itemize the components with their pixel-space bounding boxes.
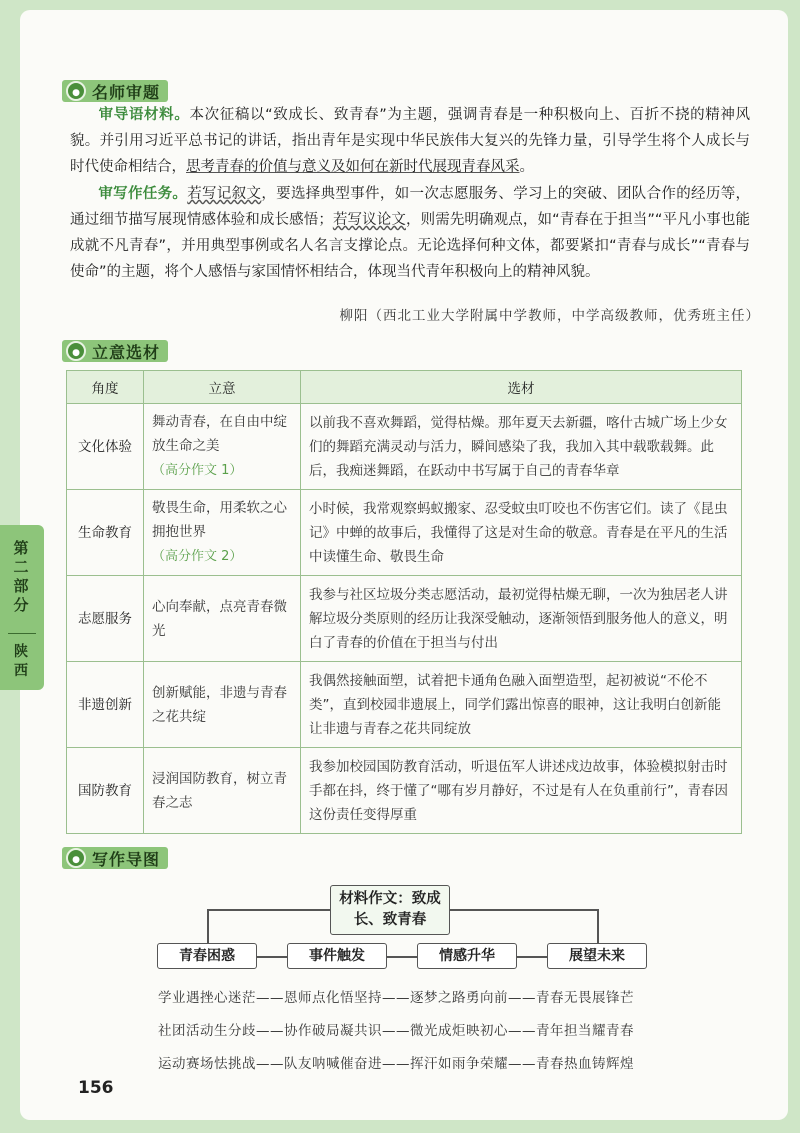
section-heading-ideas <box>62 340 168 362</box>
paragraph-text: 本次征稿以“致成长、致青春”为主题，强调青春是一种积极向上、百折不挠的精神风貌。并引用习近平总书记的讲话，指出青年是实现中华民族伟大复兴的先锋力量，引导学生将个人成长与时代使命相结合， <box>70 107 750 175</box>
arrow-line <box>517 956 547 958</box>
angle-cell: 国防教育 <box>67 748 144 834</box>
idea-text: 舞动青春，在自由中绽放生命之美 <box>152 414 287 454</box>
idea-cell: 心向奉献，点亮青春微光 <box>144 576 301 662</box>
source-note: （高分作文 2） <box>152 549 243 564</box>
step-box: 事件触发 <box>287 943 387 969</box>
idea-text: 敬畏生命，用柔软之心拥抱世界 <box>152 500 287 540</box>
part-label: 第二部分 <box>13 539 29 614</box>
underlined-key-point: 若写记叙文 <box>187 186 262 202</box>
idea-cell: 创新赋能，非遗与青春之花共绽 <box>144 662 301 748</box>
paragraph-label: 审写作任务。 <box>98 186 188 202</box>
column-header: 立意 <box>144 371 301 404</box>
paragraph-text: 。 <box>519 159 534 175</box>
arrow-line <box>257 956 287 958</box>
page-number: 156 <box>78 1078 114 1098</box>
paragraph-text: ，要选择典型事件，如一次志愿服务、学习上的突破、团队合作的经历等，通过细节描写展现情感体验和成长感悟； <box>70 186 751 228</box>
mindmap-row: 学业遇挫心迷茫——恩师点化悟坚持——逐梦之路勇向前——青春无畏展锋芒 <box>158 990 634 1006</box>
underlined-key-point: 思考青春的价值与意义及如何在新时代展现青春风采 <box>186 159 520 175</box>
step-box: 青春困惑 <box>157 943 257 969</box>
paragraph-label: 审导语材料。 <box>98 107 190 123</box>
section-title: 立意选材 <box>92 342 161 362</box>
paragraph-material <box>70 102 750 180</box>
column-header: 选材 <box>301 371 742 404</box>
mindmap-root-box: 材料作文：致成长、致青春 <box>330 885 450 935</box>
underlined-key-point: 若写议论文 <box>332 212 406 228</box>
mindmap-row: 社团活动生分歧——协作破局凝共识——微光成炬映初心——青年担当耀青春 <box>158 1023 634 1039</box>
section-badge-icon: ● <box>66 81 86 101</box>
idea-cell <box>144 404 301 490</box>
table-row <box>67 748 742 834</box>
author-signature: 柳阳（西北工业大学附属中学教师，中学高级教师，优秀班主任） <box>339 308 760 324</box>
angle-cell: 非遗创新 <box>67 662 144 748</box>
tab-divider <box>8 633 36 634</box>
material-cell: 我偶然接触面塑，试着把卡通角色融入面塑造型，起初被说“不伦不类”，直到校园非遗展上，同学们露出惊喜的眼神，这让我明白创新能让非遗与青春之花共同绽放 <box>301 662 742 748</box>
section-heading-review <box>62 80 168 102</box>
angle-cell: 志愿服务 <box>67 576 144 662</box>
step-box: 展望未来 <box>547 943 647 969</box>
region-label: 陕西 <box>14 644 28 679</box>
connector-line <box>450 909 598 911</box>
ideas-table <box>66 370 742 834</box>
angle-cell: 文化体验 <box>67 404 144 490</box>
section-badge-icon: ● <box>66 848 86 868</box>
section-title: 名师审题 <box>92 82 161 102</box>
part-side-tab <box>0 525 44 690</box>
table-row <box>67 490 742 576</box>
mindmap-row: 运动赛场怯挑战——队友呐喊催奋进——挥汗如雨争荣耀——青春热血铸辉煌 <box>158 1056 634 1072</box>
section-badge-icon: ● <box>66 341 86 361</box>
section-heading-mindmap <box>62 847 168 869</box>
material-cell: 以前我不喜欢舞蹈，觉得枯燥。那年夏天去新疆，喀什古城广场上少女们的舞蹈充满灵动与活力，瞬间感染了我，我加入其中载歌载舞。此后，我痴迷舞蹈，在跃动中书写属于自己的青春华章 <box>301 404 742 490</box>
source-note: （高分作文 1） <box>152 463 243 478</box>
angle-cell: 生命教育 <box>67 490 144 576</box>
material-cell: 小时候，我常观察蚂蚁搬家、忍受蚊虫叮咬也不伤害它们。读了《昆虫记》中蝉的故事后，我懂得了这是对生命的敬意。青春是在平凡的生活中读懂生命、敬畏生命 <box>301 490 742 576</box>
arrow-line <box>387 956 417 958</box>
connector-line <box>597 909 599 943</box>
material-cell: 我参加校园国防教育活动，听退伍军人讲述戍边故事，体验模拟射击时手都在抖，终于懂了“哪有岁月静好，不过是有人在负重前行”，青春因这份责任变得厚重 <box>301 748 742 834</box>
connector-line <box>207 909 209 943</box>
column-header: 角度 <box>67 371 144 404</box>
table-row <box>67 404 742 490</box>
paragraph-task <box>70 181 750 285</box>
material-cell: 我参与社区垃圾分类志愿活动，最初觉得枯燥无聊，一次为独居老人讲解垃圾分类原则的经历让我深受触动，逐渐领悟到服务他人的意义，明白了青春的价值在于担当与付出 <box>301 576 742 662</box>
table-row <box>67 662 742 748</box>
idea-cell: 浸润国防教育，树立青春之志 <box>144 748 301 834</box>
paragraph-text: ，则需先明确观点，如“青春在于担当”“平凡小事也能成就不凡青春”，并用典型事例或名人名言支撑论点。无论选择何种文体，都要紧扣“青春与成长”“青春与使命”的主题，将个人感悟与家国情怀相结合，体现当代青年积极向上的精神风貌。 <box>70 212 751 280</box>
step-box: 情感升华 <box>417 943 517 969</box>
table-row <box>67 576 742 662</box>
idea-cell <box>144 490 301 576</box>
connector-line <box>207 909 330 911</box>
section-title: 写作导图 <box>92 849 161 869</box>
table-header-row <box>67 371 742 404</box>
